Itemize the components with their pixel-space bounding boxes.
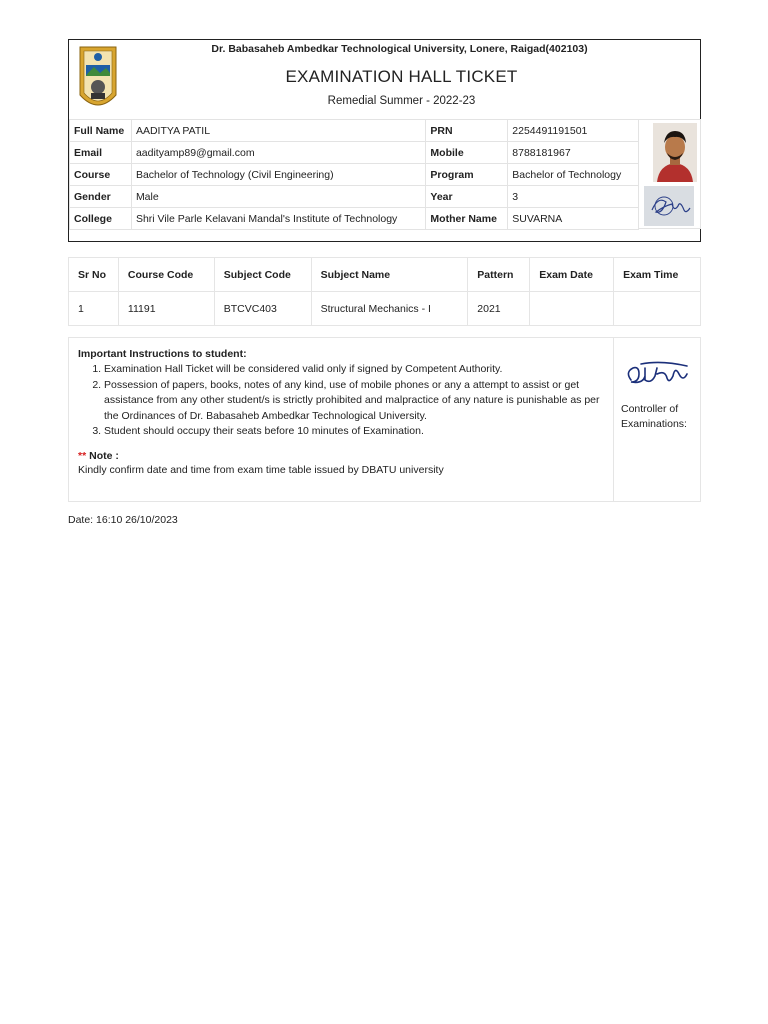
field-value: AADITYA PATIL (131, 120, 425, 142)
column-header: Subject Name (311, 258, 468, 292)
table-cell: Structural Mechanics - I (311, 292, 468, 326)
table-cell (530, 292, 614, 326)
instructions-text (69, 338, 614, 501)
field-value: 8788181967 (508, 142, 639, 164)
photo-cell (639, 119, 701, 229)
page-title: EXAMINATION HALL TICKET (285, 67, 518, 86)
field-value: Shri Vile Parle Kelavani Mandal's Institute of Technology (131, 208, 425, 230)
subjects-table (68, 257, 701, 326)
column-header: Sr No (69, 258, 119, 292)
exam-session: Remedial Summer - 2022-23 (327, 95, 476, 107)
column-header: Exam Date (530, 258, 614, 292)
controller-signature (621, 354, 695, 392)
student-photo (653, 123, 697, 182)
student-info-row (70, 208, 639, 230)
student-info-row (70, 164, 639, 186)
note-label-text: Note : (89, 449, 119, 462)
field-value: 3 (508, 186, 639, 208)
note-stars: ** (78, 449, 87, 462)
field-value: aadityamp89@gmail.com (131, 142, 425, 164)
controller-label: Controller of Examinations: (621, 403, 687, 430)
instruction-item: 2. Possession of papers, books, notes of any kind, use of mobile phones or any a attempt to assist or get assistance from any other student/s is strictly prohibited and malpractice of any nature is punishable as per the Ordinances of Dr. Babasaheb Ambedkar Technological University. (104, 378, 604, 425)
field-label: Mobile (426, 142, 508, 164)
subjects-header-row (69, 258, 701, 292)
student-signature (644, 186, 694, 226)
field-label: Program (426, 164, 508, 186)
instructions-list (78, 362, 604, 440)
table-cell: 11191 (118, 292, 214, 326)
field-value: Bachelor of Technology (Civil Engineering) (131, 164, 425, 186)
hall-ticket-header (68, 39, 701, 242)
column-header: Exam Time (614, 258, 701, 292)
university-name: Dr. Babasaheb Ambedkar Technological University, Lonere, Raigad(402103) (211, 43, 588, 55)
instruction-item: 3. Student should occupy their seats before 10 minutes of Examination. (104, 424, 604, 440)
note-text: Kindly confirm date and time from exam time table issued by DBATU university (78, 463, 444, 476)
field-label: Year (426, 186, 508, 208)
field-label: Gender (70, 186, 132, 208)
column-header: Pattern (468, 258, 530, 292)
table-cell: BTCVC403 (214, 292, 311, 326)
student-info-table (69, 119, 639, 230)
table-cell (614, 292, 701, 326)
student-info-row (70, 142, 639, 164)
student-signature-box (644, 186, 694, 226)
column-header: Course Code (118, 258, 214, 292)
field-value: Bachelor of Technology (508, 164, 639, 186)
instructions-heading: Important Instructions to student: (78, 348, 247, 360)
field-value: SUVARNA (508, 208, 639, 230)
column-header: Subject Code (214, 258, 311, 292)
instructions-panel (68, 337, 701, 502)
field-label: Email (70, 142, 132, 164)
student-info-row (70, 186, 639, 208)
field-value: Male (131, 186, 425, 208)
field-value: 2254491191501 (508, 120, 639, 142)
field-label: Course (70, 164, 132, 186)
table-cell: 1 (69, 292, 119, 326)
table-cell: 2021 (468, 292, 530, 326)
note-label (78, 450, 604, 462)
field-label: PRN (426, 120, 508, 142)
field-label: Mother Name (426, 208, 508, 230)
field-label: College (70, 208, 132, 230)
student-info-row (70, 120, 639, 142)
instruction-item: 1. Examination Hall Ticket will be considered valid only if signed by Competent Authority. (104, 362, 604, 378)
controller-block (614, 338, 701, 501)
table-row (69, 292, 701, 326)
print-date: Date: 16:10 26/10/2023 (68, 514, 178, 526)
field-label: Full Name (70, 120, 132, 142)
